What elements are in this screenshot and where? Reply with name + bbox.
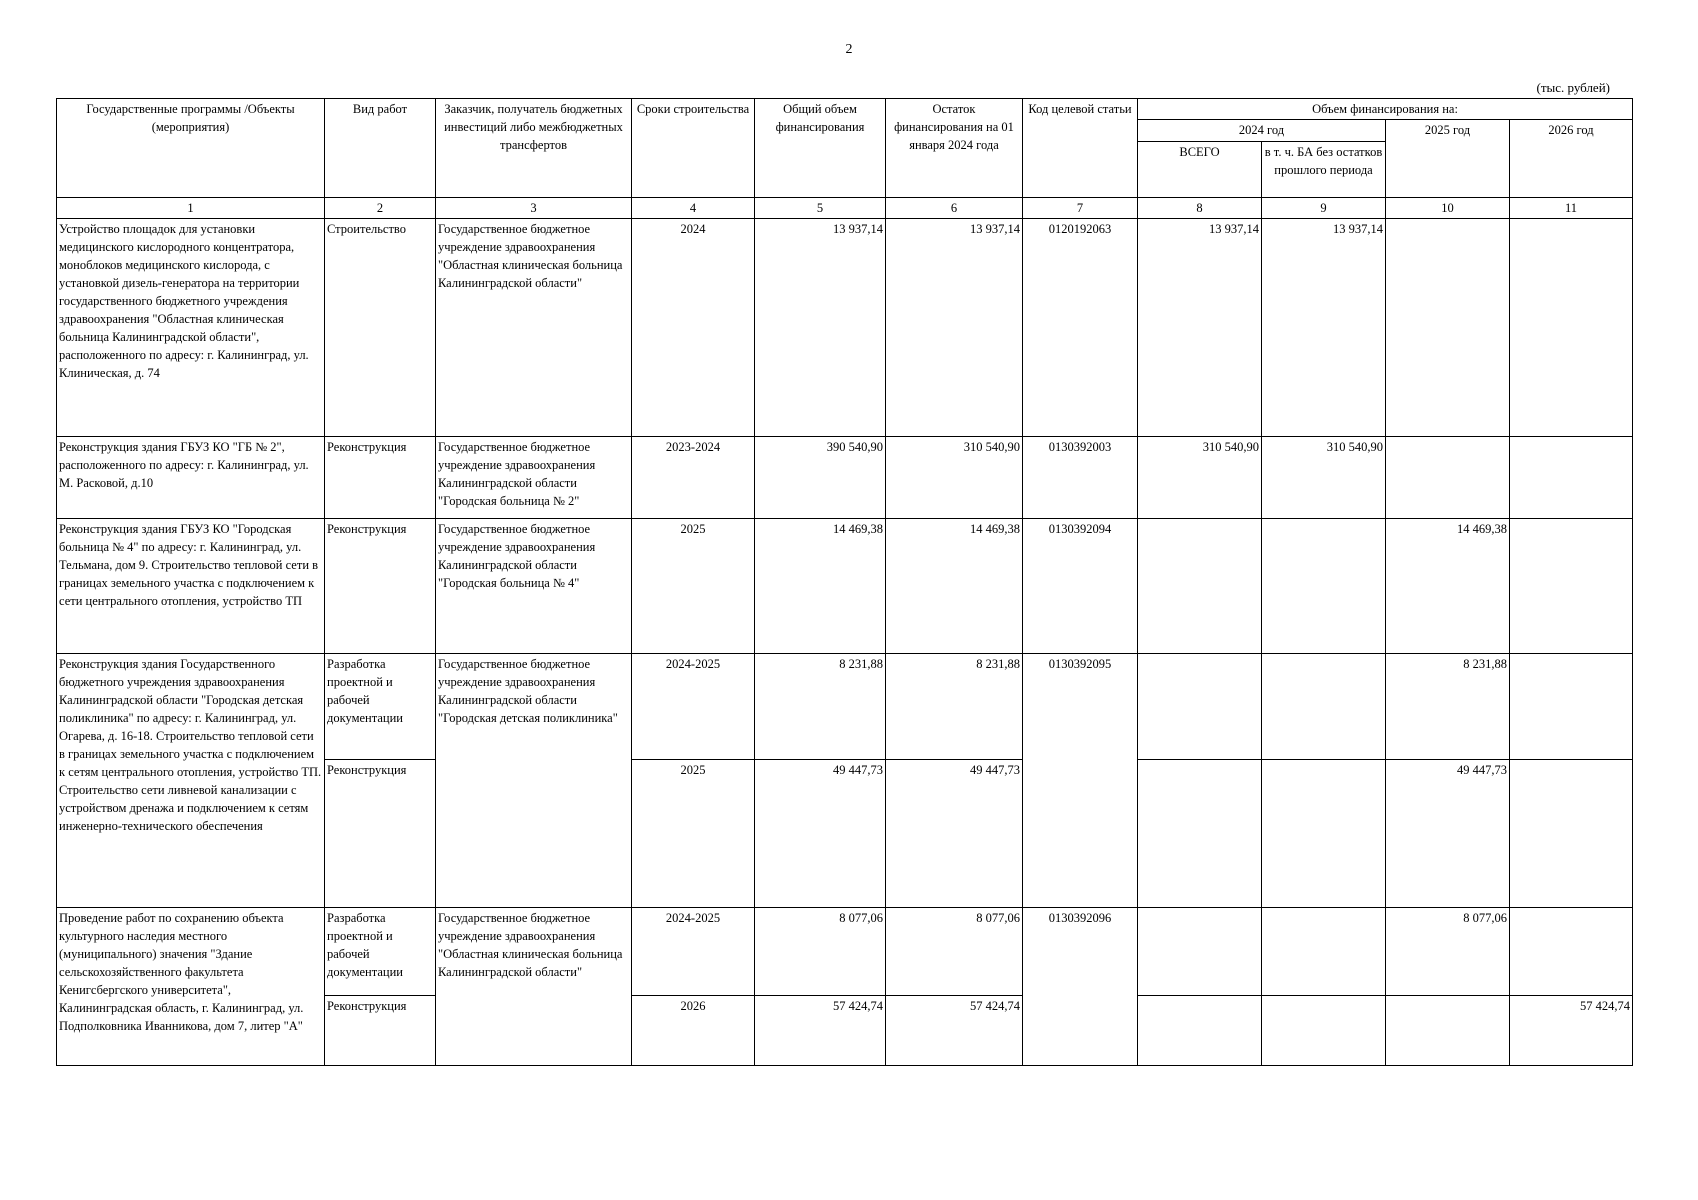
work-type: Реконструкция bbox=[325, 519, 436, 654]
funding-2026: 57 424,74 bbox=[1510, 996, 1633, 1066]
column-number: 8 bbox=[1138, 198, 1262, 219]
header-total: Общий объем финансирования bbox=[755, 99, 886, 198]
work-type: Разработка проектной и рабочей документации bbox=[325, 908, 436, 996]
remainder: 49 447,73 bbox=[886, 760, 1023, 908]
funding-2024-incl: 310 540,90 bbox=[1262, 437, 1386, 519]
total-funding: 390 540,90 bbox=[755, 437, 886, 519]
work-type: Реконструкция bbox=[325, 996, 436, 1066]
header-object: Государственные программы /Объекты (мероприятия) bbox=[57, 99, 325, 198]
table-row bbox=[57, 437, 1633, 519]
period: 2025 bbox=[632, 760, 755, 908]
remainder: 57 424,74 bbox=[886, 996, 1023, 1066]
funding-2024-incl bbox=[1262, 654, 1386, 760]
target-code: 0130392094 bbox=[1023, 519, 1138, 654]
total-funding: 8 077,06 bbox=[755, 908, 886, 996]
period: 2025 bbox=[632, 519, 755, 654]
total-funding: 49 447,73 bbox=[755, 760, 886, 908]
remainder: 8 231,88 bbox=[886, 654, 1023, 760]
funding-2024-total bbox=[1138, 760, 1262, 908]
column-number: 11 bbox=[1510, 198, 1633, 219]
total-funding: 8 231,88 bbox=[755, 654, 886, 760]
customer: Государственное бюджетное учреждение здравоохранения "Областная клиническая больница Калининградской области" bbox=[436, 219, 632, 437]
page-number: 2 bbox=[845, 42, 853, 57]
funding-2026 bbox=[1510, 437, 1633, 519]
funding-2026 bbox=[1510, 654, 1633, 760]
funding-2024-total bbox=[1138, 654, 1262, 760]
header-period: Сроки строительства bbox=[632, 99, 755, 198]
header-customer: Заказчик, получатель бюджетных инвестиций либо межбюджетных трансфертов bbox=[436, 99, 632, 198]
total-funding: 13 937,14 bbox=[755, 219, 886, 437]
financing-table bbox=[56, 98, 1633, 1066]
remainder: 13 937,14 bbox=[886, 219, 1023, 437]
column-numbers-row bbox=[57, 198, 1633, 219]
remainder: 14 469,38 bbox=[886, 519, 1023, 654]
remainder: 310 540,90 bbox=[886, 437, 1023, 519]
funding-2024-total bbox=[1138, 908, 1262, 996]
funding-2024-total bbox=[1138, 519, 1262, 654]
column-number: 4 bbox=[632, 198, 755, 219]
funding-2025 bbox=[1386, 219, 1510, 437]
header-2024-incl: в т. ч. БА без остатков прошлого периода bbox=[1262, 142, 1386, 198]
table-row bbox=[57, 908, 1633, 996]
customer: Государственное бюджетное учреждение здравоохранения Калининградской области "Городская детская поликлиника" bbox=[436, 654, 632, 908]
header-work-type: Вид работ bbox=[325, 99, 436, 198]
funding-2024-incl: 13 937,14 bbox=[1262, 219, 1386, 437]
header-2024-total: ВСЕГО bbox=[1138, 142, 1262, 198]
period: 2023-2024 bbox=[632, 437, 755, 519]
funding-2024-total: 13 937,14 bbox=[1138, 219, 1262, 437]
funding-2025: 14 469,38 bbox=[1386, 519, 1510, 654]
table-row bbox=[57, 654, 1633, 760]
total-funding: 57 424,74 bbox=[755, 996, 886, 1066]
total-funding: 14 469,38 bbox=[755, 519, 886, 654]
column-number: 7 bbox=[1023, 198, 1138, 219]
funding-2025 bbox=[1386, 437, 1510, 519]
header-2025: 2025 год bbox=[1386, 120, 1510, 198]
funding-2024-incl bbox=[1262, 760, 1386, 908]
work-type: Строительство bbox=[325, 219, 436, 437]
header-2026: 2026 год bbox=[1510, 120, 1633, 198]
funding-2024-incl bbox=[1262, 908, 1386, 996]
funding-2024-total bbox=[1138, 996, 1262, 1066]
column-number: 10 bbox=[1386, 198, 1510, 219]
header-remainder: Остаток финансирования на 01 января 2024 года bbox=[886, 99, 1023, 198]
target-code: 0130392096 bbox=[1023, 908, 1138, 1066]
period: 2024-2025 bbox=[632, 908, 755, 996]
work-type: Реконструкция bbox=[325, 760, 436, 908]
customer: Государственное бюджетное учреждение здравоохранения Калининградской области "Городская больница № 4" bbox=[436, 519, 632, 654]
table-row bbox=[57, 519, 1633, 654]
customer: Государственное бюджетное учреждение здравоохранения "Областная клиническая больница Калининградской области" bbox=[436, 908, 632, 1066]
period: 2024-2025 bbox=[632, 654, 755, 760]
funding-2025: 49 447,73 bbox=[1386, 760, 1510, 908]
object-name: Устройство площадок для установки медицинского кислородного концентратора, моноблоков медицинского кислорода, с установкой дизель-генератора на территории государственного бюджетного учреждения здравоохранения "Областная клиническая больница Калининградской области", расположенного по адресу: г. Калининград, ул. Клиническая, д. 74 bbox=[57, 219, 325, 437]
target-code: 0120192063 bbox=[1023, 219, 1138, 437]
funding-2025 bbox=[1386, 996, 1510, 1066]
object-name: Реконструкция здания ГБУЗ КО "Городская больница № 4" по адресу: г. Калининград, ул. Тельмана, дом 9. Строительство тепловой сети в границах земельного участка с подключением к сети центрального отопления, устройство ТП bbox=[57, 519, 325, 654]
funding-2026 bbox=[1510, 908, 1633, 996]
column-number: 3 bbox=[436, 198, 632, 219]
table-row bbox=[57, 219, 1633, 437]
funding-2024-incl bbox=[1262, 996, 1386, 1066]
object-name: Реконструкция здания ГБУЗ КО "ГБ № 2", расположенного по адресу: г. Калининград, ул. М. Расковой, д.10 bbox=[57, 437, 325, 519]
funding-2025: 8 077,06 bbox=[1386, 908, 1510, 996]
header-code: Код целевой статьи bbox=[1023, 99, 1138, 198]
period: 2024 bbox=[632, 219, 755, 437]
work-type: Реконструкция bbox=[325, 437, 436, 519]
target-code: 0130392003 bbox=[1023, 437, 1138, 519]
column-number: 2 bbox=[325, 198, 436, 219]
funding-2025: 8 231,88 bbox=[1386, 654, 1510, 760]
funding-2026 bbox=[1510, 219, 1633, 437]
funding-2026 bbox=[1510, 519, 1633, 654]
customer: Государственное бюджетное учреждение здравоохранения Калининградской области "Городская больница № 2" bbox=[436, 437, 632, 519]
remainder: 8 077,06 bbox=[886, 908, 1023, 996]
period: 2026 bbox=[632, 996, 755, 1066]
target-code: 0130392095 bbox=[1023, 654, 1138, 908]
column-number: 1 bbox=[57, 198, 325, 219]
funding-2024-incl bbox=[1262, 519, 1386, 654]
units-label: (тыс. рублей) bbox=[1536, 80, 1610, 95]
column-number: 5 bbox=[755, 198, 886, 219]
header-2024: 2024 год bbox=[1138, 120, 1386, 142]
object-name: Реконструкция здания Государственного бюджетного учреждения здравоохранения Калининградской области "Городская детская поликлиника" по адресу: г. Калининград, ул. Огарева, д. 16-18. Строительство тепловой сети в границах земельного участка с подключением к сетям центрального отопления, устройство ТП. Строительство сети ливневой канализации с устройством дренажа и подключением к сетям инженерно-технического обеспечения bbox=[57, 654, 325, 908]
column-number: 9 bbox=[1262, 198, 1386, 219]
header-funding: Объем финансирования на: bbox=[1138, 99, 1633, 120]
funding-2024-total: 310 540,90 bbox=[1138, 437, 1262, 519]
funding-2026 bbox=[1510, 760, 1633, 908]
object-name: Проведение работ по сохранению объекта культурного наследия местного (муниципального) значения "Здание сельскохозяйственного факультета Кенигсбергского университета", Калининградская область, г. Калининград, ул. Подполковника Иванникова, дом 7, литер "А" bbox=[57, 908, 325, 1066]
work-type: Разработка проектной и рабочей документации bbox=[325, 654, 436, 760]
column-number: 6 bbox=[886, 198, 1023, 219]
